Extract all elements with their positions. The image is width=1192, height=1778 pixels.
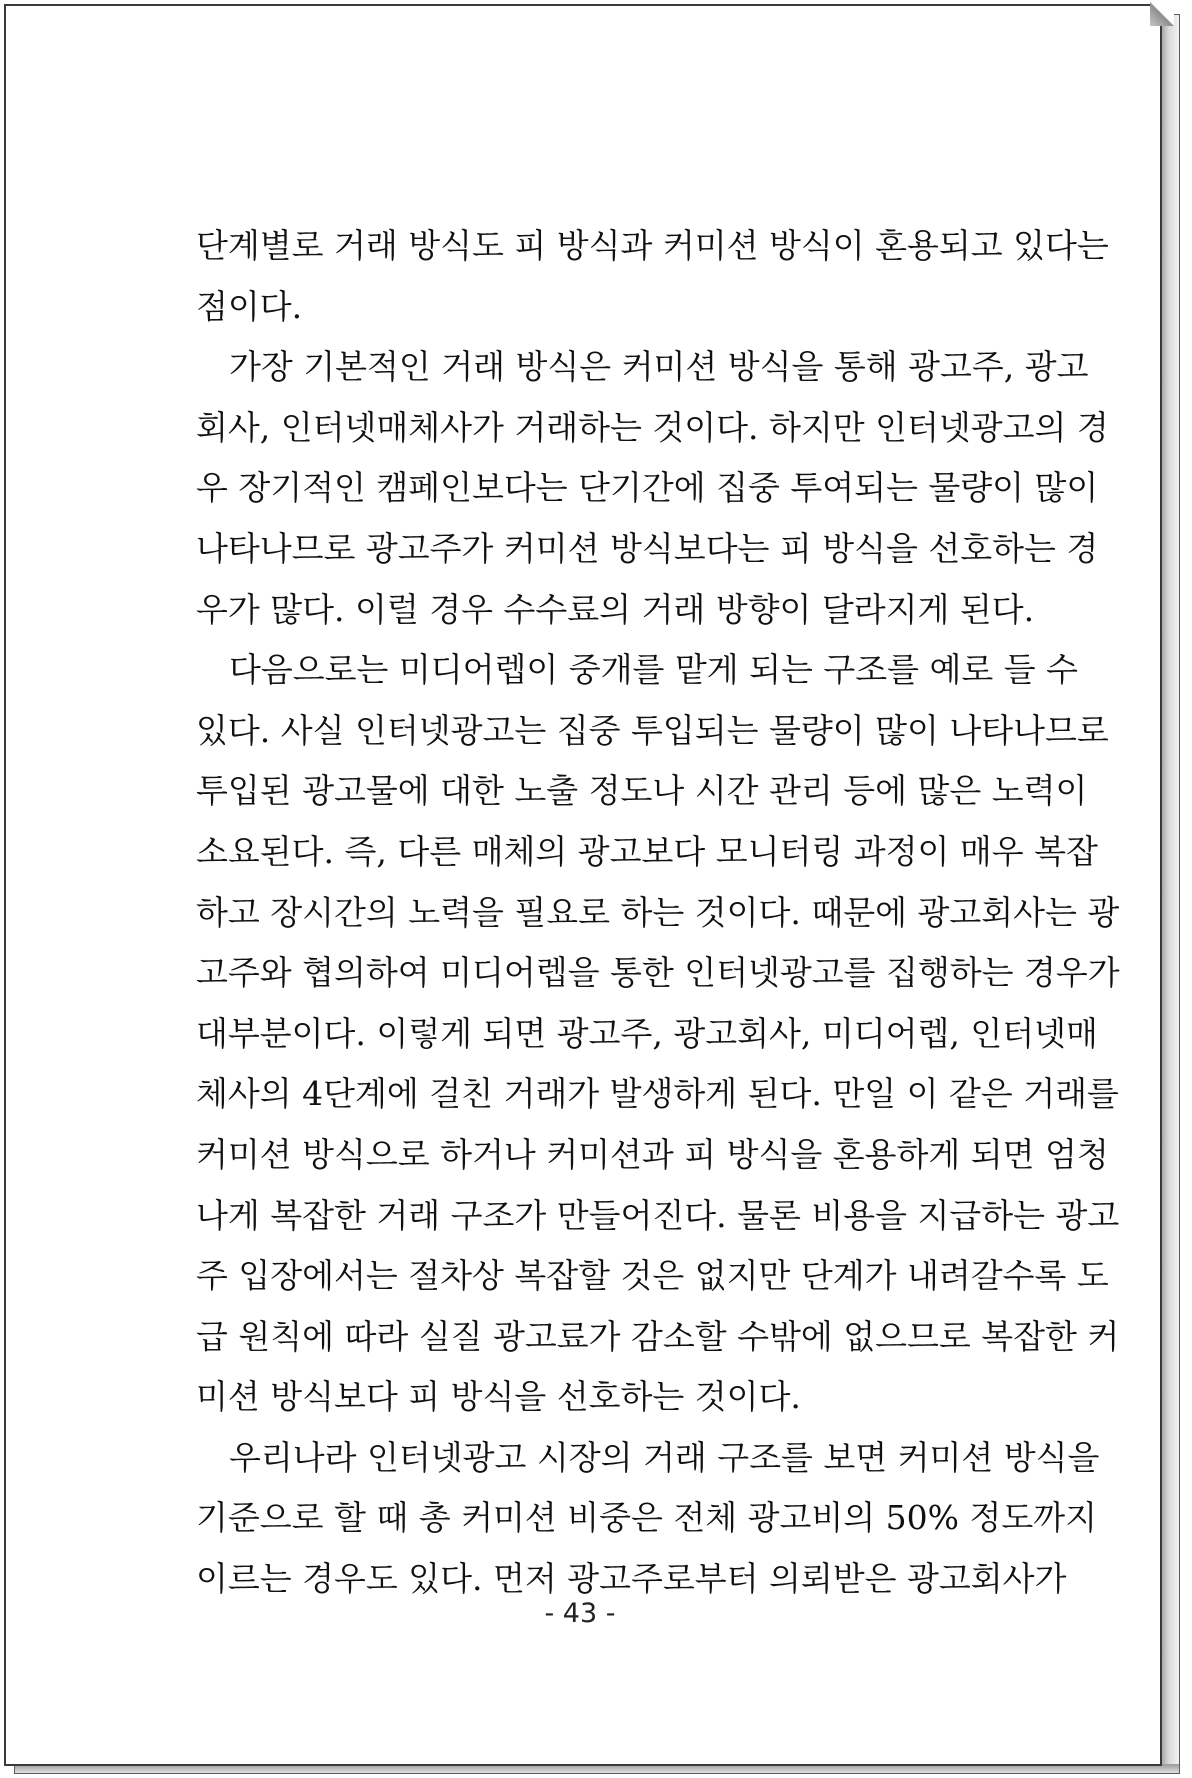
text-line: 대부분이다. 이렇게 되면 광고주, 광고회사, 미디어렙, 인터넷매 bbox=[196, 1013, 1098, 1053]
text-line: 단계별로 거래 방식도 피 방식과 커미션 방식이 혼용되고 있다는 bbox=[196, 226, 1109, 265]
text-line: 하고 장시간의 노력을 필요로 하는 것이다. 때문에 광고회사는 광 bbox=[196, 892, 1120, 932]
page-edge-right bbox=[1160, 14, 1180, 1768]
text-line: 투입된 광고물에 대한 노출 정도나 시간 관리 등에 많은 노력이 bbox=[196, 771, 1088, 811]
text-line: 주 입장에서는 절차상 복잡할 것은 없지만 단계가 내려갈수록 도 bbox=[196, 1256, 1109, 1296]
page-curl-corner bbox=[1150, 2, 1174, 26]
text-line: 미션 방식보다 피 방식을 선호하는 것이다. bbox=[196, 1377, 801, 1417]
text-line: 이르는 경우도 있다. 먼저 광고주로부터 의뢰받은 광고회사가 bbox=[196, 1559, 1067, 1599]
text-line: 소요된다. 즉, 다른 매체의 광고보다 모니터링 과정이 매우 복잡 bbox=[196, 831, 1098, 871]
text-line: 고주와 협의하여 미디어렙을 통한 인터넷광고를 집행하는 경우가 bbox=[196, 953, 1120, 993]
text-line: 가장 기본적인 거래 방식은 커미션 방식을 통해 광고주, 광고 bbox=[196, 347, 1089, 387]
text-line: 급 원칙에 따라 실질 광고료가 감소할 수밖에 없으므로 복잡한 커 bbox=[196, 1316, 1120, 1356]
text-line: 체사의 4단계에 걸친 거래가 발생하게 된다. 만일 이 같은 거래를 bbox=[196, 1074, 1119, 1114]
text-line: 다음으로는 미디어렙이 중개를 맡게 되는 구조를 예로 들 수 bbox=[196, 650, 1078, 690]
text-line: 나게 복잡한 거래 구조가 만들어진다. 물론 비용을 지급하는 광고 bbox=[196, 1195, 1120, 1235]
text-line: 우리나라 인터넷광고 시장의 거래 구조를 보면 커미션 방식을 bbox=[196, 1437, 1100, 1477]
text-line: 기준으로 할 때 총 커미션 비중은 전체 광고비의 50% 정도까지 bbox=[196, 1498, 1097, 1538]
text-line: 우 장기적인 캠페인보다는 단기간에 집중 투여되는 물량이 많이 bbox=[196, 468, 1099, 508]
text-line: 있다. 사실 인터넷광고는 집중 투입되는 물량이 많이 나타나므로 bbox=[196, 710, 1109, 750]
text-line: 우가 많다. 이럴 경우 수수료의 거래 방향이 달라지게 된다. bbox=[196, 589, 1035, 629]
text-line: 점이다. bbox=[196, 286, 303, 326]
text-line: 나타나므로 광고주가 커미션 방식보다는 피 방식을 선호하는 경 bbox=[196, 528, 1099, 568]
text-line: 커미션 방식으로 하거나 커미션과 피 방식을 혼용하게 되면 엄청 bbox=[196, 1134, 1109, 1174]
page-number: - 43 - bbox=[544, 1598, 616, 1629]
body-text bbox=[196, 216, 1120, 1610]
text-line: 회사, 인터넷매체사가 거래하는 것이다. 하지만 인터넷광고의 경 bbox=[196, 407, 1109, 447]
